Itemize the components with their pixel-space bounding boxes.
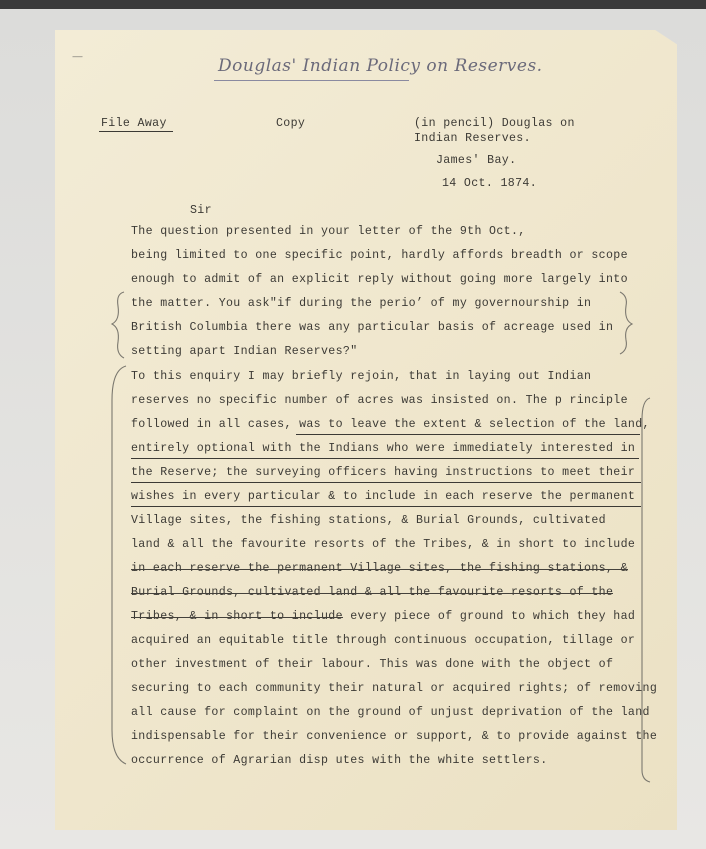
corner-pencil-mark: — — [72, 50, 83, 63]
letter-date: 14 Oct. 1874. — [442, 177, 537, 190]
body-line-5: British Columbia there was any particular basis of acreage used in — [131, 321, 614, 334]
body-line-13: Village sites, the fishing stations, & Burial Grounds, cultivated — [131, 514, 606, 527]
pencil-note-line-1: (in pencil) Douglas on — [414, 117, 575, 130]
copy-label: Copy — [276, 117, 306, 130]
body-line-18: acquired an equitable title through continuous occupation, tillage or — [131, 634, 636, 647]
struck-text: in each reserve the permanent Village sites, the fishing stations, & — [131, 562, 628, 575]
body-line-11: the Reserve; the surveying officers having instructions to meet their — [131, 466, 636, 479]
body-line-12: wishes in every particular & to include in each reserve the permanent — [131, 490, 636, 503]
right-brace-top — [620, 292, 632, 354]
remaining-text: every piece of ground to which they had — [342, 610, 636, 623]
pencil-note-line-2: Indian Reserves. — [414, 132, 531, 145]
body-line-19: other investment of their labour. This was done with the object of — [131, 658, 614, 671]
body-line-4: the matter. You ask"if during the perio’ of my governourship in — [131, 297, 592, 310]
body-line-10: entirely optional with the Indians who were immediately interested in — [131, 442, 636, 455]
salutation: Sir — [190, 204, 212, 217]
body-line-1: The question presented in your letter of the 9th Oct., — [131, 225, 526, 238]
body-line-2: being limited to one specific point, hardly affords breadth or scope — [131, 249, 628, 262]
sender-address: James' Bay. — [436, 154, 517, 167]
body-line-8: reserves no specific number of acres was insisted on. The p rinciple — [131, 394, 628, 407]
body-line-21: all cause for complaint on the ground of unjust deprivation of the land — [131, 706, 650, 719]
body-line-6: setting apart Indian Reserves?" — [131, 345, 358, 358]
body-line-14: land & all the favourite resorts of the Tribes, & in short to include — [131, 538, 636, 551]
left-bracket-main — [112, 366, 126, 764]
left-brace-top — [112, 292, 124, 358]
body-line-20: securing to each community their natural or acquired rights; of removing — [131, 682, 658, 695]
body-line-9: followed in all cases, was to leave the extent & selection of the land, — [131, 418, 650, 431]
right-bracket-main — [642, 398, 650, 782]
body-line-23: occurrence of Agrarian disp utes with the white settlers. — [131, 754, 548, 767]
handwritten-title: Douglas' Indian Policy on Reserves. — [218, 56, 543, 76]
struck-text: Tribes, & in short to include — [131, 610, 343, 623]
body-line-22: indispensable for their convenience or support, & to provide against the — [131, 730, 658, 743]
file-away-note: File Away — [101, 117, 167, 130]
body-line-3: enough to admit of an explicit reply without going more largely into — [131, 273, 628, 286]
struck-text: Burial Grounds, cultivated land & all the favourite resorts of the — [131, 586, 614, 599]
body-line-7: To this enquiry I may briefly rejoin, that in laying out Indian — [131, 370, 592, 383]
